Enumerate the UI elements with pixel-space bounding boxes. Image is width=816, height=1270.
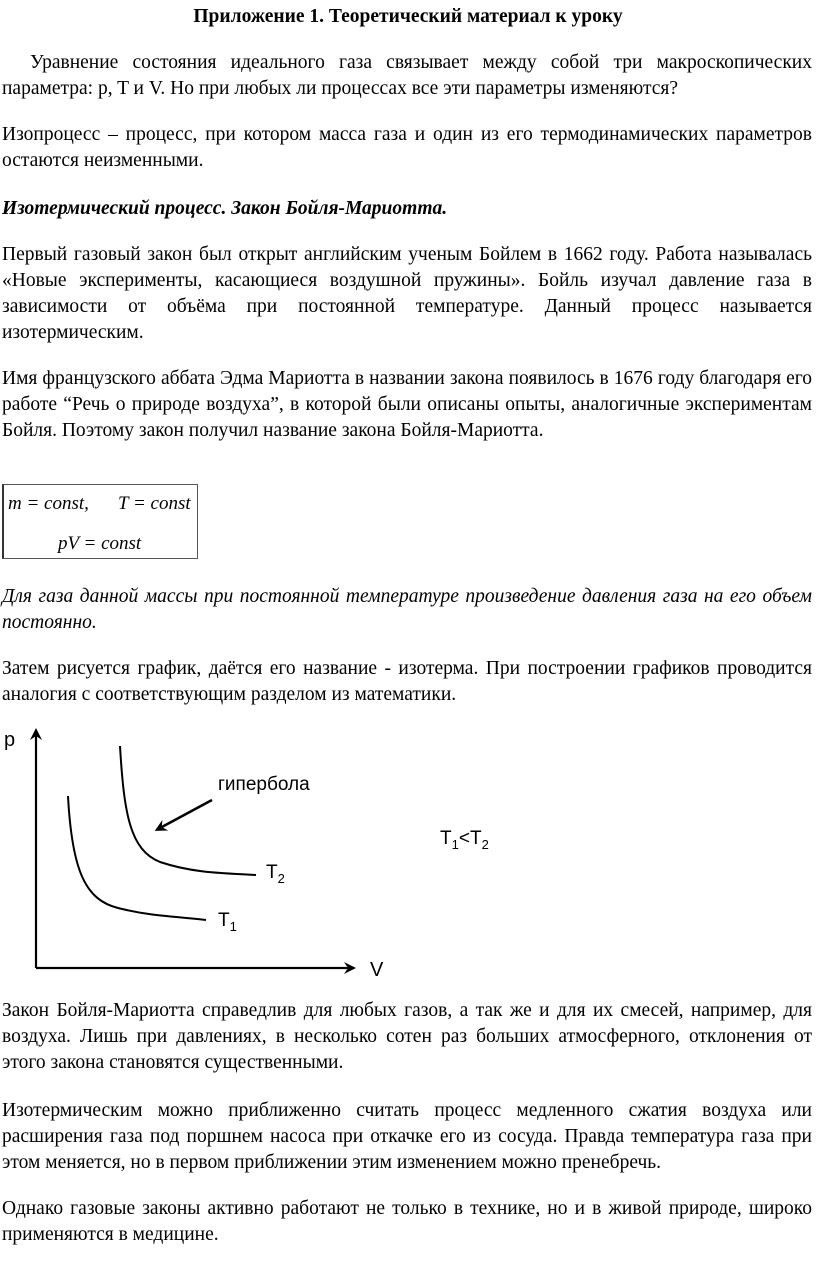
paragraph-law-validity: Закон Бойля-Мариотта справедлив для любых газов, а так же и для их смесей, например, для воздуха. Лишь при давлениях, в несколько сотен раз больших атмосферного, отклонения от этого закона становятся существенными. — [2, 1000, 812, 1073]
formula-temp-const: T = const — [118, 493, 191, 514]
paragraph-intro: Уравнение состояния идеального газа связывает между собой три макроскопических параметра: p, T и V. Но при любых ли процессах все эти параметры изменяются? — [2, 52, 812, 99]
temperature-relation: $T_1<T_2$ — [440, 828, 489, 852]
annotation-hyperbola: гипербола — [218, 774, 310, 795]
section-heading-isothermal: Изотермический процесс. Закон Бойля-Мариотта. — [2, 198, 448, 219]
isotherm-diagram — [0, 722, 816, 982]
paragraph-isothermal-example: Изотермическим можно приближенно считать процесс медленного сжатия воздуха или расширения газа под поршнем насоса при откачке его из сосуда. Правда температура газа при этом меняется, но в первом приближении этим изменением можно пренебречь. — [2, 1100, 812, 1173]
formula-box — [2, 484, 198, 559]
formula-pv-const: pV = const — [58, 533, 142, 554]
x-axis-label: V — [370, 959, 384, 981]
paragraph-nature-medicine: Однако газовые законы активно работают не только в технике, но и в живой природе, широко применяются в медицине. — [2, 1198, 812, 1245]
curve-label-t1: $T_1$ — [218, 910, 237, 934]
annotation-arrow — [160, 800, 212, 828]
paragraph-isoprocess-definition: Изопроцесс – процесс, при котором масса газа и один из его термодинамических параметров остаются неизменными. — [2, 124, 812, 171]
isotherm-curve-t2 — [120, 746, 256, 875]
curve-label-t2: $T_2$ — [266, 862, 285, 886]
y-axis-label: p — [4, 729, 16, 751]
paragraph-boyle-history: Первый газовый закон был открыт английским ученым Бойлем в 1662 году. Работа называлась «Новые эксперименты, касающиеся воздушной пружины». Бойль изучал давление газа в зависимости от объёма при постоянной температуре. Данный процесс называется изотермическим. — [2, 244, 812, 343]
isotherm-svg — [0, 722, 816, 982]
paragraph-mariotte-history: Имя французского аббата Эдма Мариотта в названии закона появилось в 1676 году благодаря его работе “Речь о природе воздуха”, в которой были описаны опыты, аналогичные экспериментам Бойля. Поэтому закон получил название закона Бойля-Мариотта. — [2, 368, 812, 441]
paragraph-law-statement: Для газа данной массы при постоянной температуре произведение давления газа на его объем постоянно. — [2, 586, 812, 633]
paragraph-isotherm-graph: Затем рисуется график, даётся его название - изотерма. При построении графиков проводится аналогия с соответствующим разделом из математики. — [2, 658, 812, 705]
formula-mass-const: m = const, — [8, 493, 89, 514]
page-title: Приложение 1. Теоретический материал к уроку — [193, 6, 623, 27]
